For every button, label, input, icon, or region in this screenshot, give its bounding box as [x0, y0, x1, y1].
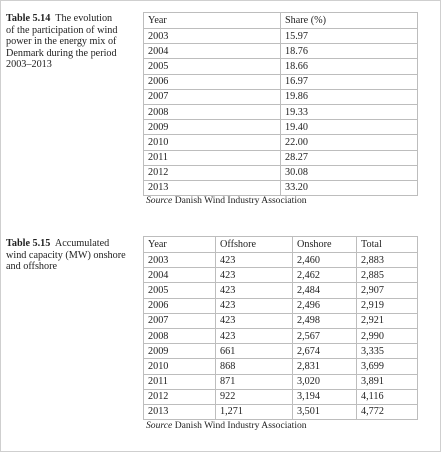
- table-row: [144, 44, 418, 59]
- cell-share: 33.20: [281, 180, 418, 195]
- source-text: Danish Wind Industry Association: [174, 195, 307, 206]
- cell-offshore: 423: [216, 328, 293, 343]
- cell-total: 2,921: [357, 313, 418, 328]
- cell-year: 2011: [144, 150, 281, 165]
- caption-line: Accumulated: [54, 238, 110, 249]
- header-year: Year: [144, 13, 281, 29]
- caption-line: and offshore: [6, 261, 58, 273]
- cell-total: 3,891: [357, 374, 418, 389]
- table-row: [144, 29, 418, 44]
- cell-offshore: 1,271: [216, 404, 293, 419]
- table-row: [144, 89, 418, 104]
- caption-line: Denmark during the period: [6, 47, 117, 59]
- cell-year: 2010: [144, 359, 216, 374]
- cell-share: 19.86: [281, 89, 418, 104]
- cell-share: 18.76: [281, 44, 418, 59]
- cell-total: 2,990: [357, 328, 418, 343]
- table-label: Table 5.15: [6, 238, 51, 249]
- cell-onshore: 3,194: [293, 389, 357, 404]
- source-text: Danish Wind Industry Association: [174, 420, 307, 431]
- header-share: Share (%): [281, 13, 418, 29]
- cell-year: 2003: [144, 253, 216, 268]
- cell-onshore: 2,567: [293, 328, 357, 343]
- table-row: [144, 268, 418, 283]
- table-row: [144, 344, 418, 359]
- table-row: [144, 59, 418, 74]
- cell-share: 30.08: [281, 165, 418, 180]
- cell-share: 22.00: [281, 135, 418, 150]
- cell-year: 2012: [144, 165, 281, 180]
- caption-line: 2003–2013: [6, 59, 52, 71]
- cell-total: 3,699: [357, 359, 418, 374]
- cell-total: 2,883: [357, 253, 418, 268]
- cell-year: 2013: [144, 180, 281, 195]
- cell-onshore: 2,498: [293, 313, 357, 328]
- table-row: [144, 313, 418, 328]
- table-5-14-source: [146, 195, 307, 206]
- cell-share: 18.66: [281, 59, 418, 74]
- table-5-15-caption: [6, 238, 139, 273]
- header-year: Year: [144, 237, 216, 253]
- cell-total: 4,116: [357, 389, 418, 404]
- header-total: Total: [357, 237, 418, 253]
- source-label: Source: [146, 420, 173, 431]
- cell-year: 2004: [144, 268, 216, 283]
- cell-year: 2008: [144, 328, 216, 343]
- cell-year: 2009: [144, 120, 281, 135]
- cell-year: 2007: [144, 313, 216, 328]
- cell-year: 2011: [144, 374, 216, 389]
- caption-line: The evolution: [55, 13, 113, 24]
- cell-onshore: 3,020: [293, 374, 357, 389]
- table-5-14-caption: [6, 13, 139, 71]
- cell-year: 2013: [144, 404, 216, 419]
- cell-offshore: 423: [216, 253, 293, 268]
- cell-year: 2009: [144, 344, 216, 359]
- cell-offshore: 868: [216, 359, 293, 374]
- header-onshore: Onshore: [293, 237, 357, 253]
- cell-year: 2005: [144, 283, 216, 298]
- cell-offshore: 423: [216, 268, 293, 283]
- table-5-15: [143, 236, 418, 420]
- table-row: [144, 74, 418, 89]
- cell-total: 2,907: [357, 283, 418, 298]
- table-row: [144, 135, 418, 150]
- table-row: [144, 389, 418, 404]
- cell-offshore: 661: [216, 344, 293, 359]
- table-row: [144, 165, 418, 180]
- table-row: [144, 328, 418, 343]
- table-row: [144, 120, 418, 135]
- caption-line: of the participation of wind: [6, 24, 118, 36]
- table-row: [144, 359, 418, 374]
- caption-line: power in the energy mix of: [6, 36, 117, 48]
- cell-onshore: 2,462: [293, 268, 357, 283]
- cell-share: 16.97: [281, 74, 418, 89]
- cell-year: 2004: [144, 44, 281, 59]
- source-label: Source: [146, 195, 173, 206]
- table-label: Table 5.14: [6, 13, 51, 24]
- table-row: [144, 298, 418, 313]
- cell-onshore: 2,496: [293, 298, 357, 313]
- cell-year: 2010: [144, 135, 281, 150]
- cell-onshore: 2,674: [293, 344, 357, 359]
- cell-year: 2012: [144, 389, 216, 404]
- cell-onshore: 2,460: [293, 253, 357, 268]
- table-5-15-source: [146, 420, 307, 431]
- cell-year: 2006: [144, 74, 281, 89]
- caption-line: wind capacity (MW) onshore: [6, 249, 126, 261]
- table-row: [144, 283, 418, 298]
- cell-total: 2,885: [357, 268, 418, 283]
- cell-year: 2008: [144, 104, 281, 119]
- cell-year: 2007: [144, 89, 281, 104]
- table-row: [144, 180, 418, 195]
- cell-total: 2,919: [357, 298, 418, 313]
- cell-onshore: 3,501: [293, 404, 357, 419]
- cell-share: 19.33: [281, 104, 418, 119]
- header-offshore: Offshore: [216, 237, 293, 253]
- cell-offshore: 922: [216, 389, 293, 404]
- cell-offshore: 423: [216, 313, 293, 328]
- cell-year: 2005: [144, 59, 281, 74]
- table-row: [144, 374, 418, 389]
- cell-share: 15.97: [281, 29, 418, 44]
- cell-year: 2006: [144, 298, 216, 313]
- table-row: [144, 104, 418, 119]
- cell-offshore: 423: [216, 283, 293, 298]
- cell-share: 28.27: [281, 150, 418, 165]
- table-5-14: [143, 12, 418, 196]
- cell-year: 2003: [144, 29, 281, 44]
- cell-onshore: 2,484: [293, 283, 357, 298]
- table-row: [144, 150, 418, 165]
- cell-offshore: 871: [216, 374, 293, 389]
- table-row: [144, 404, 418, 419]
- cell-onshore: 2,831: [293, 359, 357, 374]
- cell-total: 3,335: [357, 344, 418, 359]
- cell-share: 19.40: [281, 120, 418, 135]
- table-row: [144, 253, 418, 268]
- cell-total: 4,772: [357, 404, 418, 419]
- cell-offshore: 423: [216, 298, 293, 313]
- header-row: [144, 237, 418, 253]
- header-row: [144, 13, 418, 29]
